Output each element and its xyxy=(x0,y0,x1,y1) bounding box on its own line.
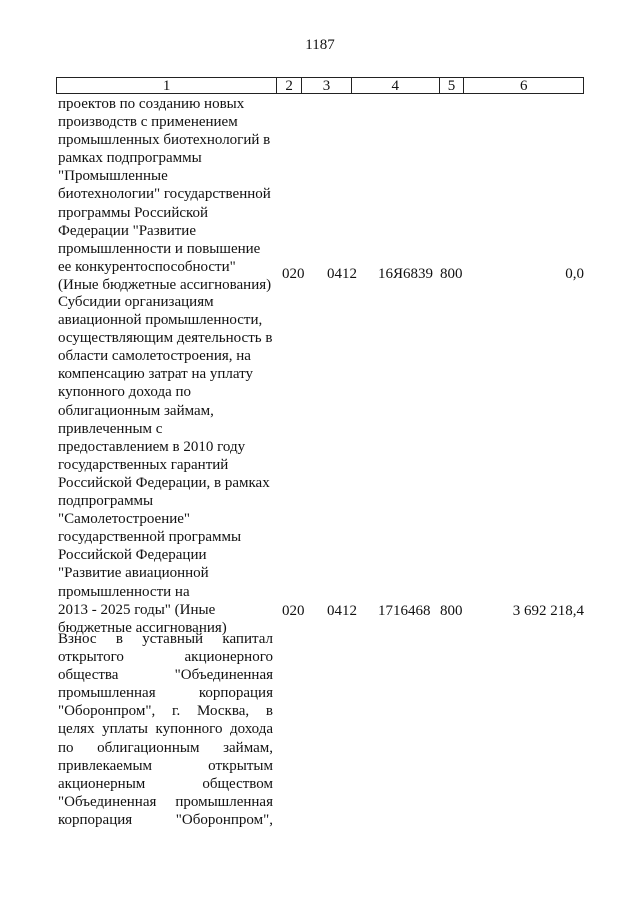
column-header-4: 4 xyxy=(352,78,440,93)
column-header-2: 2 xyxy=(277,78,302,93)
expense-kind-code: 800 xyxy=(440,266,463,282)
target-article-code: 1716468 xyxy=(378,603,431,619)
target-article-code: 16Я6839 xyxy=(378,266,434,282)
table-row xyxy=(56,95,584,295)
row-description: проектов по созданию новых производств с применением промышленных биотехнологий в рамках подпрограммы "Промышленные биотехнологии" государственной программы Российской Федерации "Развитие промышленности и повышение ее конкурентоспособности" (Иные бюджетные ассигнования) xyxy=(58,96,272,293)
column-header-5: 5 xyxy=(440,78,465,93)
expense-kind-code: 800 xyxy=(440,603,463,619)
table-header xyxy=(56,77,584,94)
section-code: 0412 xyxy=(327,603,357,619)
section-code: 0412 xyxy=(327,266,357,282)
column-header-3: 3 xyxy=(302,78,352,93)
table-row xyxy=(56,293,584,636)
row-description: Взнос в уставный капитал открытого акционерного общества "Объединенная промышленная корпорация "Оборонпром", г. Москва, в целях уплаты купонного дохода по облигационным займам, привлекаемым открытым акционерным обществом "Объединенная промышленная корпорация "Оборонпром", xyxy=(58,631,273,828)
amount: 0,0 xyxy=(565,266,584,282)
page-number: 1187 xyxy=(305,37,335,53)
admin-code: 020 xyxy=(282,266,305,282)
row-description: Субсидии организациям авиационной промышленности, осуществляющим деятельность в области самолетостроения, на компенсацию затрат на уплату купонного дохода по облигационным займам, привлеченным с предоставлением в 2010 году государственных гарантий Российской Федерации, в рамках подпрограммы "Самолетостроение" государственной программы Российской Федерации "Развитие авиационной промышленности на 2013 - 2025 годы" (Иные бюджетные ассигнования) xyxy=(58,294,273,636)
column-header-6: 6 xyxy=(519,78,528,94)
table-row xyxy=(56,630,584,840)
column-header-1: 1 xyxy=(57,78,277,93)
amount: 3 692 218,4 xyxy=(512,603,584,619)
admin-code: 020 xyxy=(282,603,305,619)
